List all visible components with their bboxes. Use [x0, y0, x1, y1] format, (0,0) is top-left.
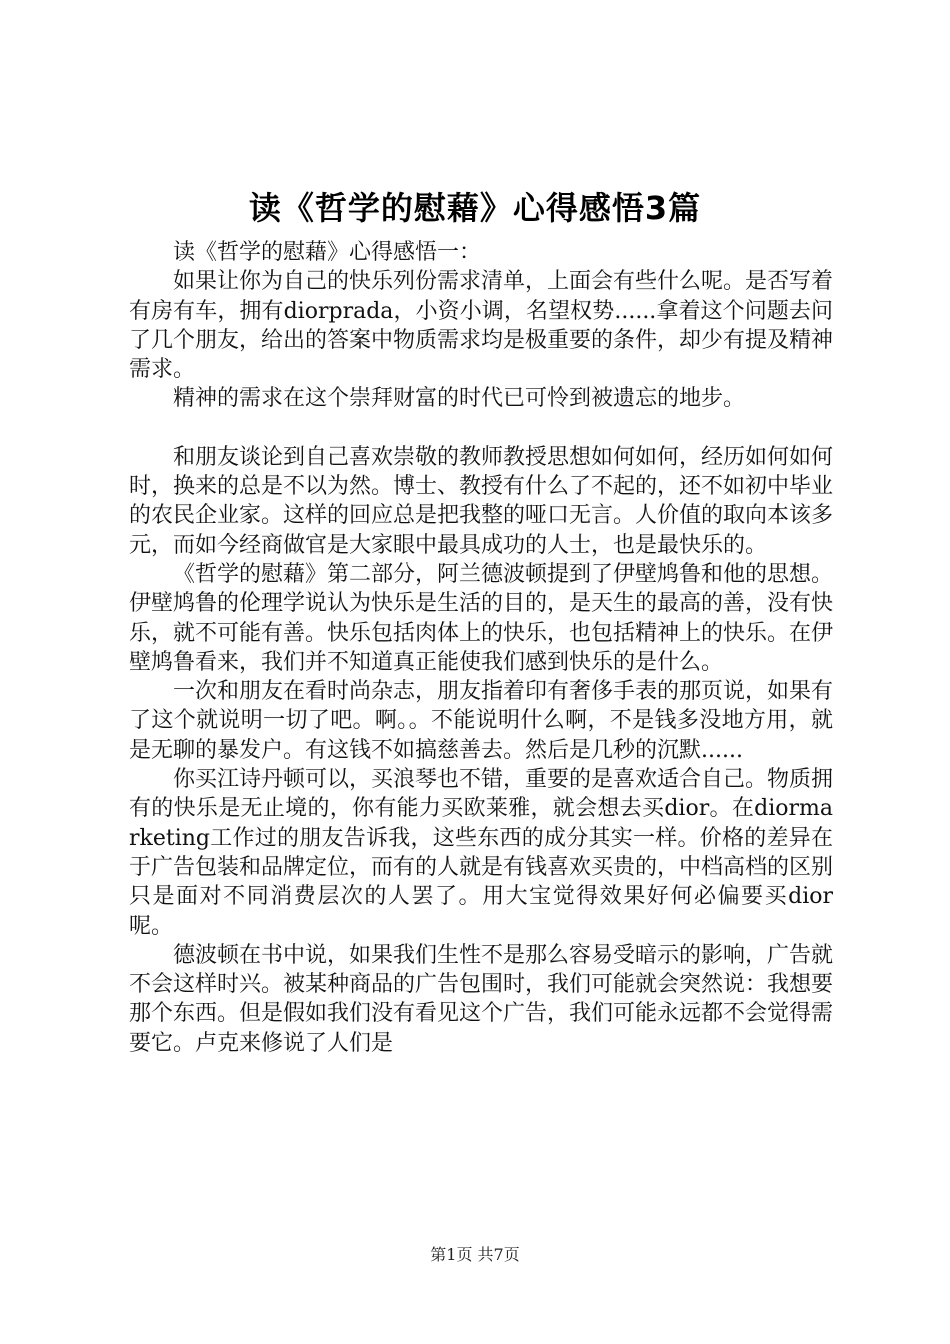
section-heading: 读《哲学的慰藉》心得感悟一：: [173, 240, 482, 265]
paragraph: 你买江诗丹顿可以，买浪琴也不错，重要的是喜欢适合自己。物质拥有的快乐是无止境的，你有能力买欧莱雅，就会想去买dior。在diormarketing工作过的朋友告诉我，这些东西的成分其实一样。价格的差异在于广告包装和品牌定位，而有的人就是有钱喜欢买贵的，中档高档的区别只是面对不同消费层次的人罢了。用大宝觉得效果好何必偏要买dior呢。: [129, 767, 834, 939]
paragraph: 和朋友谈论到自己喜欢崇敬的教师教授思想如何如何，经历如何如何时，换来的总是不以为然。博士、教授有什么了不起的，还不如初中毕业的农民企业家。这样的回应总是把我整的哑口无言。人价值的取向本该多元，而如今经商做官是大家眼中最具成功的人士，也是最快乐的。: [129, 444, 834, 558]
paragraph: 如果让你为自己的快乐列份需求清单，上面会有些什么呢。是否写着有房有车，拥有diorprada，小资小调，名望权势......拿着这个问题去问了几个朋友，给出的答案中物质需求均是极重要的条件，却少有提及精神需求。: [129, 269, 834, 383]
document-body: [129, 238, 833, 1058]
paragraph: 精神的需求在这个崇拜财富的时代已可怜到被遗忘的地步。: [173, 386, 746, 412]
paragraph: 德波顿在书中说，如果我们生性不是那么容易受暗示的影响，广告就不会这样时兴。被某种商品的广告包围时，我们可能就会突然说：我想要那个东西。但是假如我们没有看见这个广告，我们可能永远都不会觉得需要它。卢克来修说了人们是: [129, 942, 834, 1056]
paragraph: 一次和朋友在看时尚杂志，朋友指着印有奢侈手表的那页说，如果有了这个就说明一切了吧。啊。。不能说明什么啊，不是钱多没地方用，就是无聊的暴发户。有这钱不如搞慈善去。然后是几秒的沉默......: [129, 679, 834, 763]
paragraph: 《哲学的慰藉》第二部分，阿兰德波顿提到了伊壁鸠鲁和他的思想。伊壁鸠鲁的伦理学说认为快乐是生活的目的，是天生的最高的善，没有快乐，就不可能有善。快乐包括肉体上的快乐，也包括精神上的快乐。在伊壁鸠鲁看来，我们并不知道真正能使我们感到快乐的是什么。: [129, 561, 834, 675]
document-title: 读《哲学的慰藉》心得感悟3篇: [248, 189, 702, 227]
page-footer: 第1页 共7页: [430, 1245, 520, 1264]
